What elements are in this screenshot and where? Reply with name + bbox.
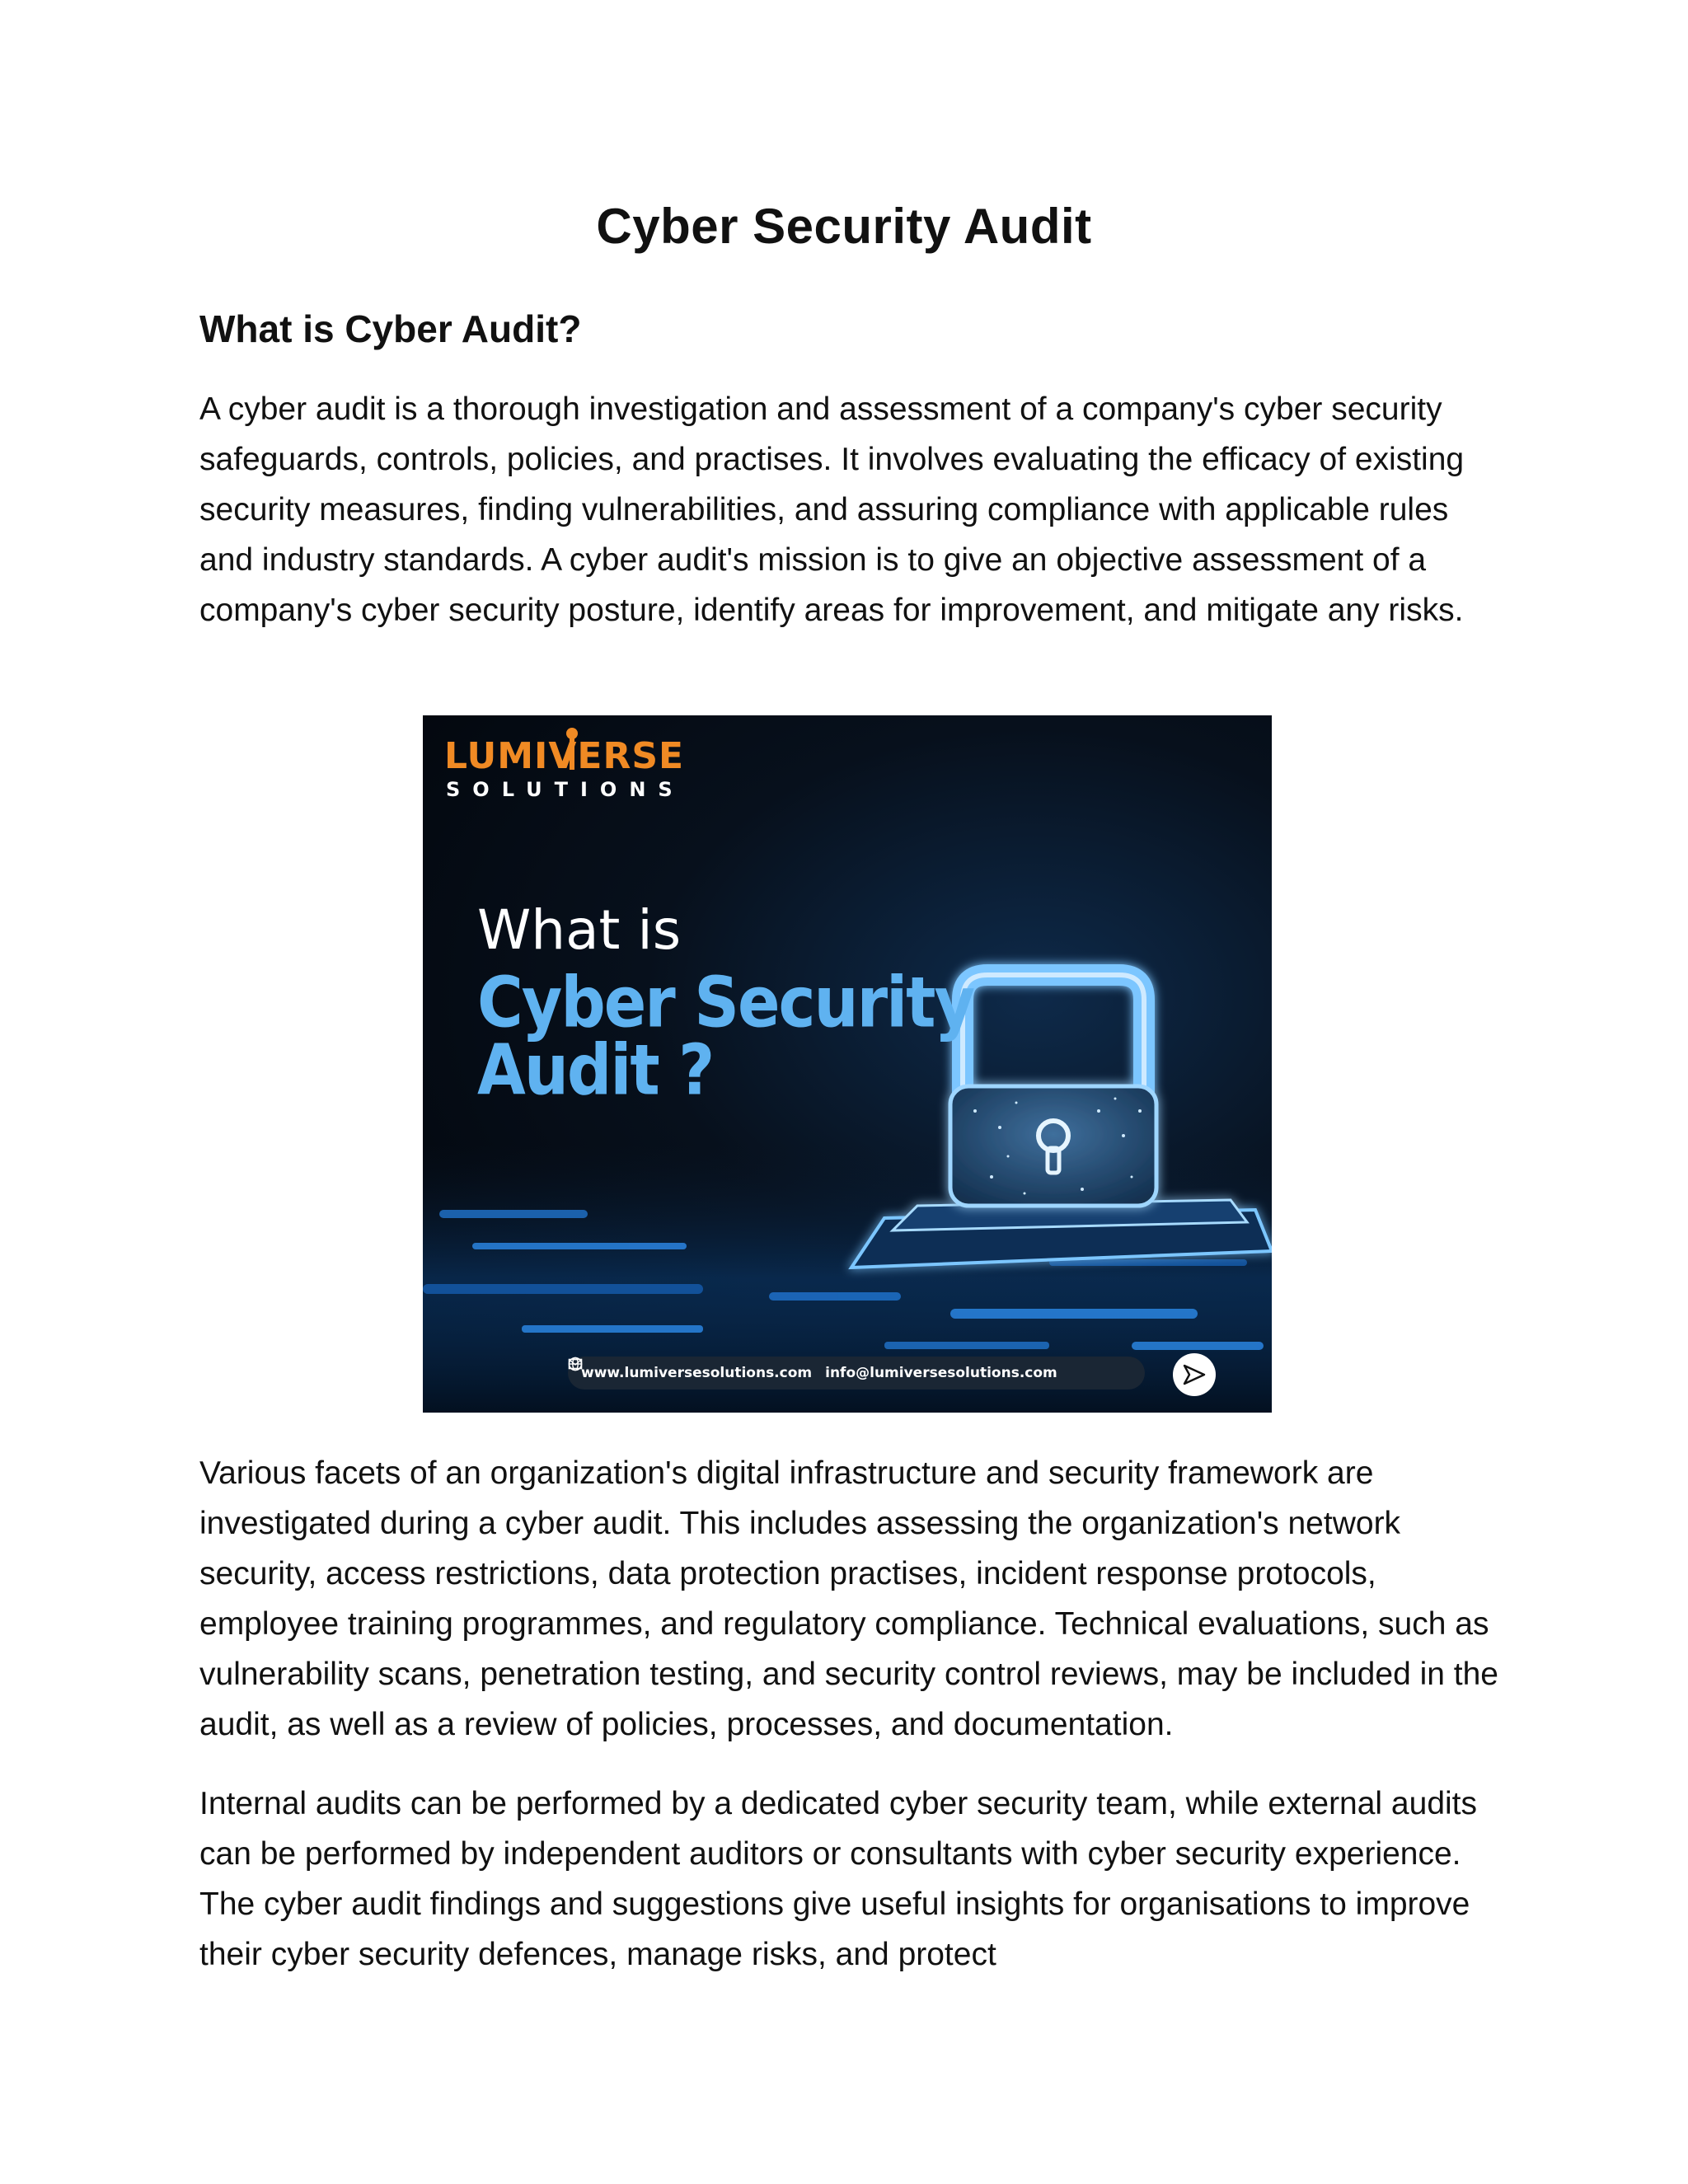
contact-bar — [568, 1357, 1145, 1390]
padlock-icon — [950, 975, 1156, 1206]
banner-headline-line2: Cyber Security — [477, 961, 974, 1043]
send-arrow-icon — [1183, 1364, 1206, 1385]
send-arrow-button — [1173, 1353, 1216, 1396]
logo-subtitle: SOLUTIONS — [446, 778, 685, 801]
email-text: info@lumiversesolutions.com — [825, 1365, 1057, 1381]
section-heading: What is Cyber Audit? — [199, 307, 582, 350]
mail-icon — [568, 1357, 583, 1371]
page-title: Cyber Security Audit — [596, 199, 1092, 254]
paragraph-facets: Various facets of an organization's digital infrastructure and security framework are investigated during a cyber audit. This includes assessing the organization's network security, access restrictions, data protection practises, incident response protocols, employee training programmes, and regulatory compliance. Technical evaluations, such as vulnerability scans, penetration testing, and security control reviews, may be included in the audit, as well as a review of policies, processes, and documentation. — [199, 1455, 1498, 1742]
website-text: www.lumiversesolutions.com — [581, 1365, 813, 1381]
banner-headline-line1: What is — [477, 898, 682, 962]
paragraph-intro: A cyber audit is a thorough investigation and assessment of a company's cyber security safeguards, controls, policies, and practises. It involves evaluating the efficacy of existing security measures, finding vulnerabilities, and assuring compliance with applicable rules and industry standards. A cyber audit's mission is to give an objective assessment of a company's cyber security posture, identify areas for improvement, and mitigate any risks. — [199, 391, 1465, 628]
banner-headline-line3: Audit ? — [477, 1029, 714, 1111]
cyber-audit-banner-image — [423, 715, 1272, 1413]
paragraph-internal-external: Internal audits can be performed by a dedicated cyber security team, while external audits can be performed by independent auditors or consultants with cyber security experience. The cyber audit findings and suggestions give useful insights for organisations to improve their cyber security defences, manage risks, and protect — [199, 1786, 1478, 1972]
logo-wordmark: LUMIVERSE — [444, 735, 685, 777]
